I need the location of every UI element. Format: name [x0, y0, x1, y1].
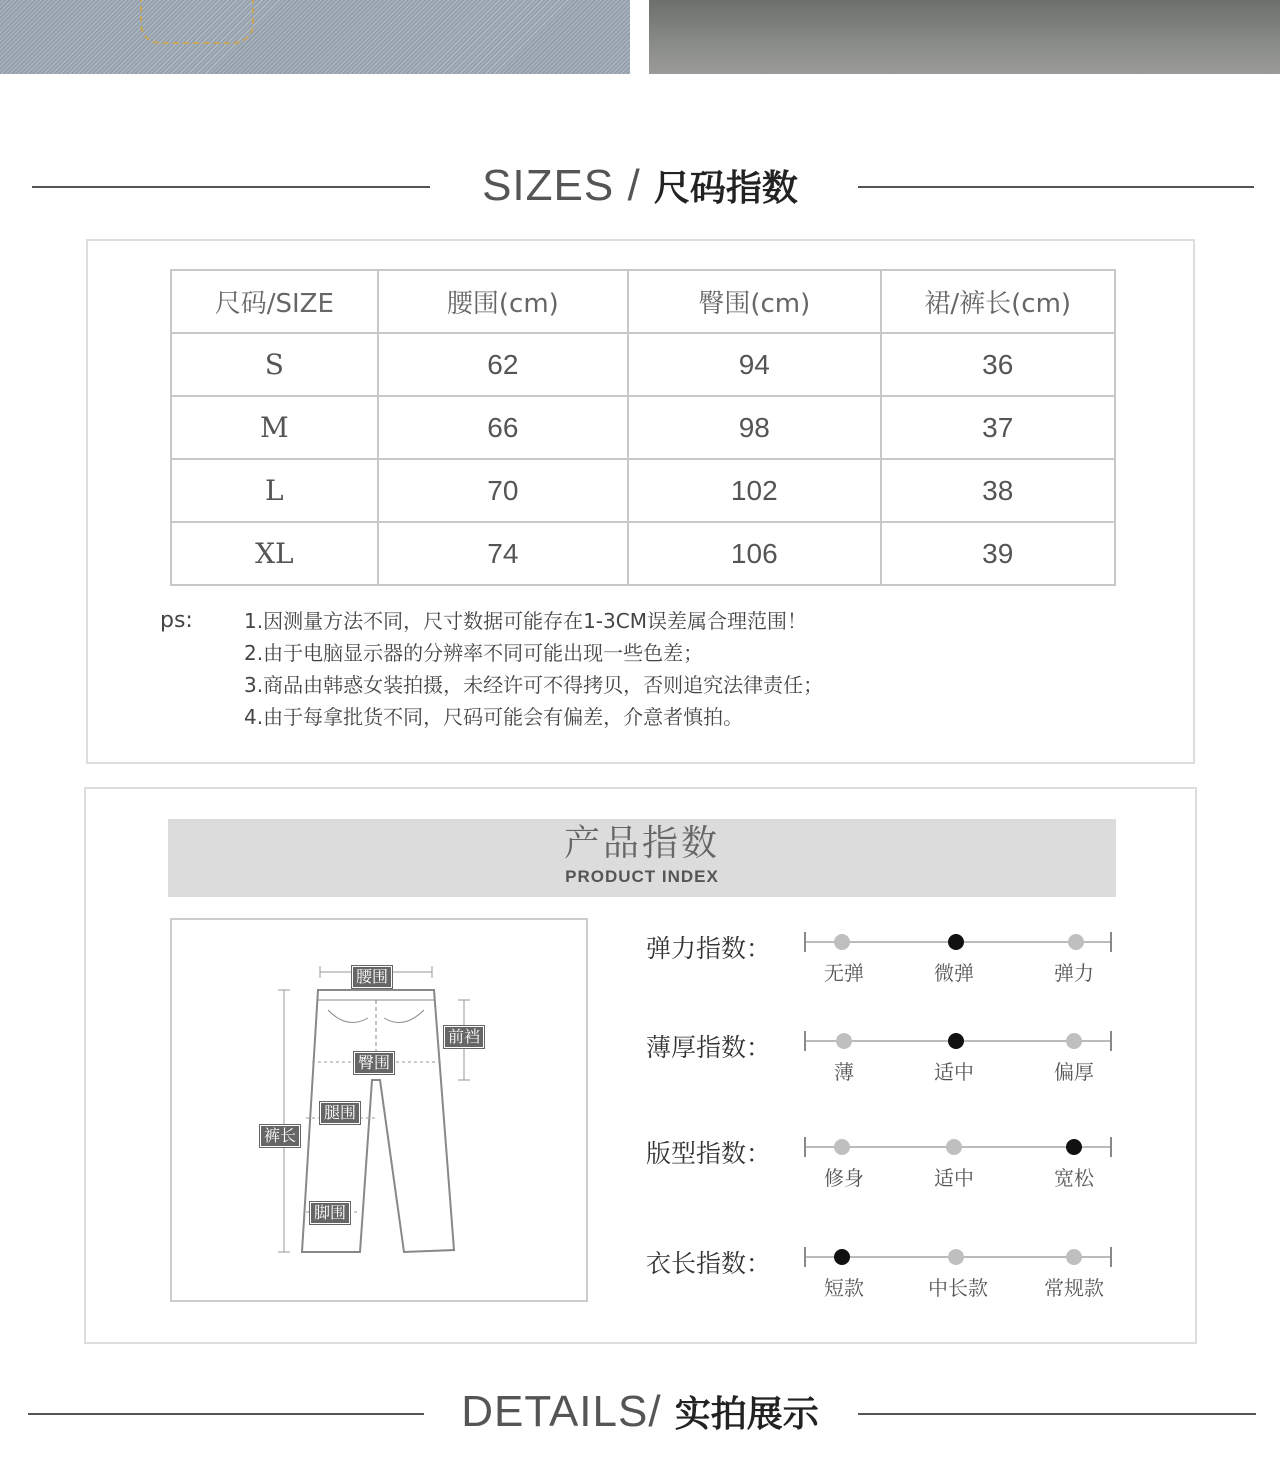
index-dot: [1066, 1249, 1082, 1265]
notes-prefix: ps:: [160, 608, 193, 633]
index-option: 常规款: [1044, 1276, 1104, 1300]
index-dot: [834, 934, 850, 950]
index-dot-selected: [834, 1249, 850, 1265]
track-end-cap: [804, 1247, 806, 1267]
index-dot: [948, 1249, 964, 1265]
track-end-cap: [804, 1137, 806, 1157]
index-option: 适中: [934, 1060, 974, 1084]
pants-measurement-diagram: [170, 918, 588, 1302]
index-dot: [946, 1139, 962, 1155]
index-option: 短款: [824, 1276, 864, 1300]
product-photo-left: [0, 0, 630, 74]
track-end-cap: [1110, 1031, 1112, 1051]
waist-cell: 70: [378, 459, 628, 522]
index-option: 无弹: [824, 961, 864, 985]
sizes-heading-sep: /: [614, 161, 654, 210]
product-photo-right: [649, 0, 1280, 74]
index-row-thickness: [646, 1033, 1116, 1120]
index-dot: [836, 1033, 852, 1049]
length-cell: 36: [881, 333, 1116, 396]
diagram-label-hip: 臀围: [354, 1052, 394, 1074]
length-cell: 37: [881, 396, 1116, 459]
index-label: 版型指数：: [646, 1139, 772, 1168]
note-item: 4.由于每拿批货不同，尺码可能会有偏差，介意者慎拍。: [244, 705, 744, 729]
table-row: [171, 459, 1115, 522]
track-end-cap: [1110, 1247, 1112, 1267]
size-table-header: 腰围(cm): [378, 270, 628, 333]
index-row-fit: [646, 1139, 1116, 1226]
index-dot-selected: [948, 1033, 964, 1049]
index-option: 适中: [934, 1166, 974, 1190]
index-option: 弹力: [1054, 961, 1094, 985]
index-dot-selected: [1066, 1139, 1082, 1155]
diagram-label-thigh: 腿围: [320, 1102, 360, 1124]
index-dot: [1068, 934, 1084, 950]
size-cell: XL: [171, 522, 378, 585]
index-dot-selected: [948, 934, 964, 950]
details-heading: [0, 1386, 1280, 1446]
product-index-title-en: PRODUCT INDEX: [565, 867, 719, 886]
size-table-header: 尺码/SIZE: [171, 270, 378, 333]
track-end-cap: [1110, 932, 1112, 952]
details-heading-cn: 实拍展示: [674, 1394, 819, 1435]
track-end-cap: [1110, 1137, 1112, 1157]
track-end-cap: [804, 1031, 806, 1051]
index-option: 薄: [834, 1060, 854, 1084]
track-end-cap: [804, 932, 806, 952]
diagram-label-rise: 前裆: [444, 1026, 484, 1048]
size-cell: L: [171, 459, 378, 522]
waist-cell: 62: [378, 333, 628, 396]
index-option: 中长款: [928, 1276, 988, 1300]
details-heading-en: DETAILS: [461, 1387, 649, 1436]
details-heading-sep: /: [648, 1387, 675, 1436]
table-row: [171, 396, 1115, 459]
index-option: 修身: [824, 1166, 864, 1190]
size-cell: M: [171, 396, 378, 459]
length-cell: 39: [881, 522, 1116, 585]
sizes-heading: [0, 160, 1280, 220]
index-label: 薄厚指数：: [646, 1033, 772, 1062]
size-table-header-row: [171, 270, 1115, 333]
product-index-title-cn: 产品指数: [563, 823, 720, 864]
size-cell: S: [171, 333, 378, 396]
note-item: 3.商品由韩惑女装拍摄，未经许可不得拷贝，否则追究法律责任；: [244, 673, 824, 697]
diagram-label-length: 裤长: [260, 1125, 300, 1147]
hip-cell: 102: [628, 459, 880, 522]
index-option: 微弹: [934, 961, 974, 985]
size-chart-panel: [86, 239, 1195, 764]
size-table-header: 裙/裤长(cm): [881, 270, 1116, 333]
product-index-panel: [84, 787, 1197, 1344]
waist-cell: 66: [378, 396, 628, 459]
index-dot: [834, 1139, 850, 1155]
denim-stitching: [140, 0, 254, 44]
sizes-heading-cn: 尺码指数: [653, 168, 798, 209]
index-row-length: [646, 1249, 1116, 1336]
hip-cell: 106: [628, 522, 880, 585]
size-table: [170, 269, 1116, 586]
index-option: 偏厚: [1054, 1060, 1094, 1084]
note-item: 1.因测量方法不同，尺寸数据可能存在1-3CM误差属合理范围！: [244, 609, 807, 633]
index-row-elasticity: [646, 934, 1116, 1021]
product-index-banner: [168, 819, 1116, 897]
hip-cell: 98: [628, 396, 880, 459]
index-dot: [1066, 1033, 1082, 1049]
index-label: 衣长指数：: [646, 1249, 772, 1278]
diagram-label-hem: 脚围: [310, 1202, 350, 1224]
hip-cell: 94: [628, 333, 880, 396]
waist-cell: 74: [378, 522, 628, 585]
length-cell: 38: [881, 459, 1116, 522]
diagram-label-waist: 腰围: [352, 966, 392, 988]
note-item: 2.由于电脑显示器的分辨率不同可能出现一些色差；: [244, 641, 704, 665]
table-row: [171, 522, 1115, 585]
size-table-header: 臀围(cm): [628, 270, 880, 333]
index-label: 弹力指数：: [646, 934, 772, 963]
index-option: 宽松: [1054, 1166, 1094, 1190]
sizes-heading-en: SIZES: [482, 161, 615, 210]
table-row: [171, 333, 1115, 396]
